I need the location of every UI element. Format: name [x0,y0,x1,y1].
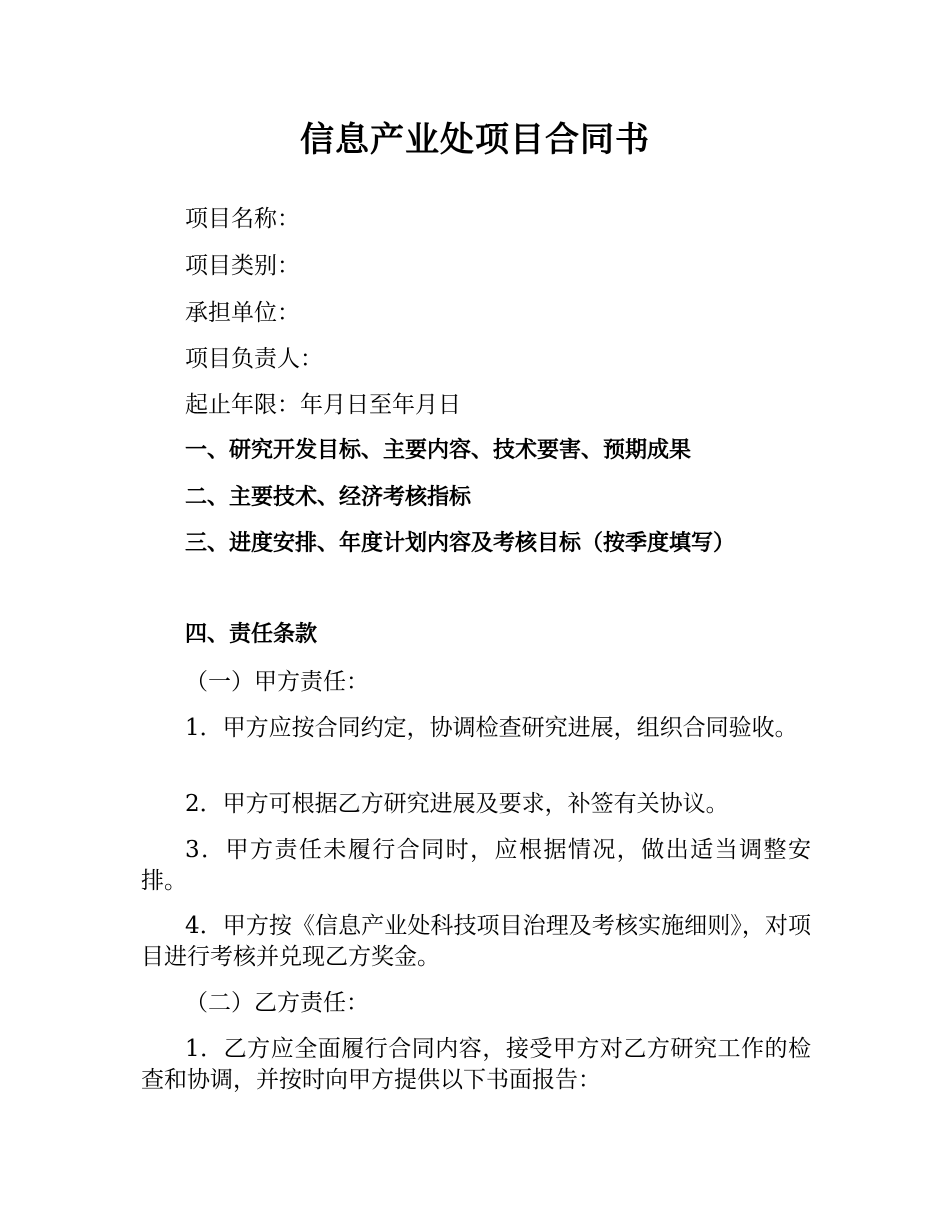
party-a-item-4: 4．甲方按《信息产业处科技项目治理及考核实施细则》，对项目进行考核并兑现乙方奖金。 [141,913,811,970]
field-project-leader: 项目负责人： [185,346,323,372]
party-a-heading: （一）甲方责任： [185,669,369,695]
section-heading-2: 二、主要技术、经济考核指标 [185,485,472,510]
section-heading-3: 三、进度安排、年度计划内容及考核目标（按季度填写） [185,531,736,556]
document-title: 信息产业处项目合同书 [300,120,650,160]
field-project-category: 项目类别： [185,253,300,279]
field-period: 起止年限：年月日至年月日 [185,392,461,418]
party-a-item-2: 2．甲方可根据乙方研究进展及要求，补签有关协议。 [185,791,729,817]
field-undertaking-unit: 承担单位： [185,300,300,326]
party-a-item-3: 3．甲方责任未履行合同时，应根据情况，做出适当调整安排。 [141,837,811,894]
party-b-item-1: 1．乙方应全面履行合同内容，接受甲方对乙方研究工作的检查和协调，并按时向甲方提供以下书面报告： [141,1036,811,1093]
section-heading-4: 四、责任条款 [185,622,318,647]
section-heading-1: 一、研究开发目标、主要内容、技术要害、预期成果 [185,438,692,463]
field-project-name: 项目名称： [185,206,300,232]
party-a-item-1: 1．甲方应按合同约定，协调检查研究进展，组织合同验收。 [185,715,798,741]
party-b-heading: （二）乙方责任： [185,990,369,1016]
